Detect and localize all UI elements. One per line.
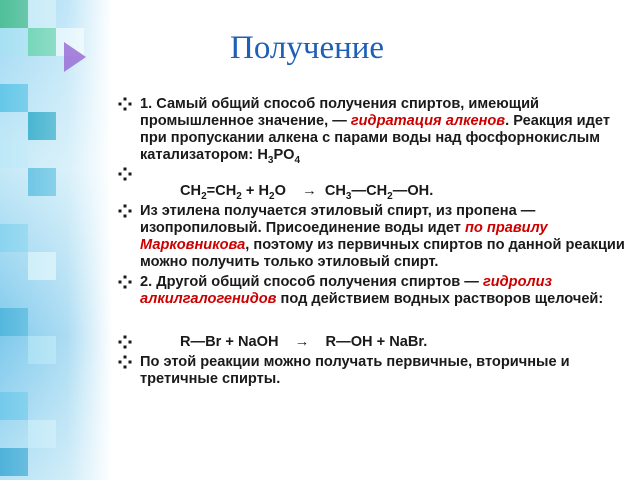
item-text: 2. Другой общий способ получения спиртов — <box>140 274 483 290</box>
catalyst-formula: $H_3PO_4$ <box>257 147 301 166</box>
list-item <box>118 334 628 351</box>
diamond-bullet-icon <box>118 97 132 111</box>
list-item <box>118 354 628 388</box>
list-item <box>118 203 628 271</box>
diamond-bullet-icon <box>118 167 132 181</box>
highlight-term: по правилу Марковникова <box>140 220 548 253</box>
content-list <box>118 96 628 388</box>
page-title: Получение <box>230 30 385 66</box>
diamond-bullet-icon <box>118 355 132 369</box>
item-text: . Реакция идет при пропускании алкена с парами воды над фосфорнокислым катализатором: <box>140 113 610 163</box>
highlight-term: гидратация алкенов <box>350 113 506 129</box>
item-text: Из этилена получается этиловый спирт, из пропена — изопропиловый. Присоединение воды идет <box>140 203 536 236</box>
item-text: 1. Самый общий способ получения спиртов, имеющий промышленное значение, — <box>140 96 540 129</box>
decorative-sidebar <box>0 0 112 480</box>
item-text: По этой реакции можно получать первичные, вторичные и третичные спирты. <box>140 354 570 387</box>
item-text: под действием водных растворов щелочей: <box>276 291 604 307</box>
equation-hydrolysis: R—Br + NaOH → R—OH + NaBr. <box>180 334 428 350</box>
list-item <box>118 166 628 200</box>
highlight-term: гидролиз алкилгалогенидов <box>140 274 552 307</box>
list-item <box>118 96 628 164</box>
list-item <box>118 274 628 308</box>
diamond-bullet-icon <box>118 204 132 218</box>
diamond-bullet-icon <box>118 335 132 349</box>
triangle-arrow-icon <box>62 40 88 74</box>
diamond-bullet-icon <box>118 275 132 289</box>
equation-hydration: $CH_2=CH_2 + H_2O$ → $CH_3—CH_2—OH$. <box>180 183 434 202</box>
item-text: , поэтому из первичных спиртов по данной реакции можно получить только этиловый спирт. <box>140 237 625 270</box>
